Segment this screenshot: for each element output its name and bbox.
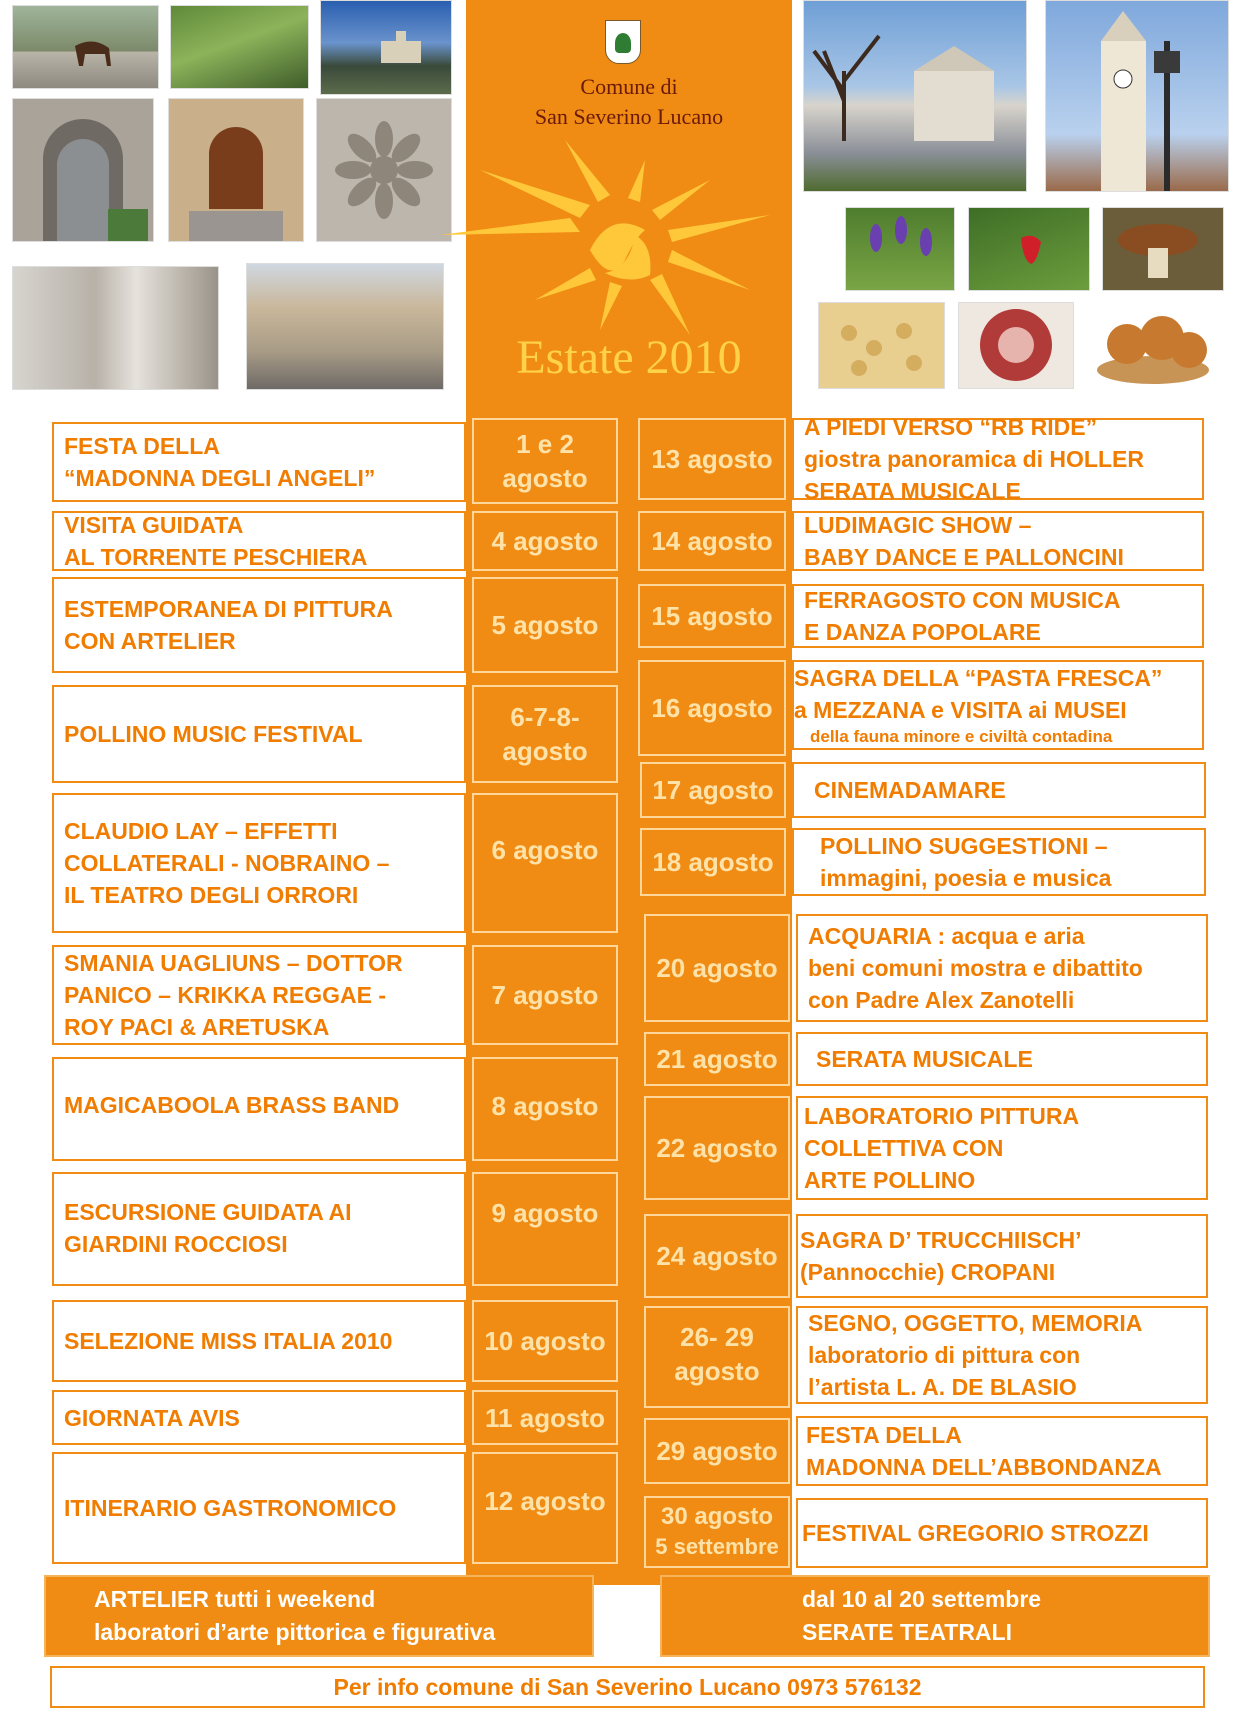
date-text: 4 agosto <box>491 526 599 556</box>
date-badge <box>472 945 618 1045</box>
date-badge <box>472 1300 618 1382</box>
event-text: (Pannocchie) CROPANI <box>800 1259 1056 1285</box>
event-text: GIARDINI ROCCIOSI <box>64 1231 288 1257</box>
event-text: FESTA DELLA <box>806 1422 962 1448</box>
event-text: ACQUARIA : acqua e aria <box>808 923 1085 949</box>
date-text: 11 agosto <box>485 1402 605 1433</box>
event-text: POLLINO MUSIC FESTIVAL <box>64 721 363 747</box>
banner-text: laboratori d’arte pittorica e figurativa <box>94 1619 496 1645</box>
event-box <box>796 1214 1208 1298</box>
date-badge <box>472 1390 618 1445</box>
comune-title <box>466 72 792 132</box>
photo-horse-road <box>12 5 159 89</box>
event-text: SMANIA UAGLIUNS – DOTTOR <box>64 950 403 976</box>
event-text: COLLATERALI - NOBRAINO – <box>64 850 390 876</box>
event-box <box>792 511 1204 571</box>
photo-mountain-castle <box>320 0 452 95</box>
event-box <box>52 511 466 571</box>
date-text: 5 agosto <box>491 610 599 640</box>
date-badge <box>644 1032 790 1086</box>
photo-mushrooms <box>1102 207 1224 291</box>
event-box <box>52 422 466 502</box>
event-text: SERATA MUSICALE <box>804 478 1021 504</box>
event-box <box>52 1390 466 1445</box>
event-text: LABORATORIO PITTURA <box>804 1103 1080 1129</box>
photo-village-street <box>12 266 219 390</box>
event-box <box>796 1416 1208 1486</box>
event-text: CINEMADAMARE <box>814 777 1006 803</box>
date-badge <box>472 1172 618 1286</box>
date-text: 13 agosto <box>651 444 773 474</box>
date-text: 18 agosto <box>652 847 774 877</box>
date-badge <box>638 584 786 648</box>
date-text: agosto <box>502 463 588 493</box>
date-text: 9 agosto <box>491 1198 599 1228</box>
event-text: beni comuni mostra e dibattito <box>808 955 1143 981</box>
sun-ray <box>600 282 622 330</box>
event-subtext: della fauna minore e civiltà contadina <box>810 727 1113 746</box>
comune-line1: Comune di <box>580 74 678 99</box>
photo-forest <box>170 5 309 89</box>
photo-clock-tower <box>1045 0 1229 192</box>
event-text: BABY DANCE E PALLONCINI <box>804 544 1124 570</box>
date-badge <box>644 1306 790 1408</box>
date-text: 6-7-8- <box>510 702 580 732</box>
date-text: 29 agosto <box>656 1436 778 1466</box>
photo-strawberry <box>968 207 1090 291</box>
date-badge <box>472 685 618 783</box>
event-text: l’artista L. A. DE BLASIO <box>808 1374 1077 1400</box>
date-text: 26- 29 <box>680 1322 754 1352</box>
event-text: a MEZZANA e VISITA ai MUSEI <box>794 697 1127 723</box>
date-badge <box>472 577 618 673</box>
event-text: E DANZA POPOLARE <box>804 619 1041 645</box>
event-text: IL TEATRO DEGLI ORRORI <box>64 882 359 908</box>
event-text: ITINERARIO GASTRONOMICO <box>64 1495 397 1521</box>
date-text: 15 agosto <box>651 601 773 631</box>
date-text: 22 agosto <box>656 1133 778 1163</box>
event-text: ARTE POLLINO <box>804 1167 976 1193</box>
date-text: 7 agosto <box>491 980 599 1010</box>
event-text: laboratorio di pittura con <box>808 1342 1081 1368</box>
date-text: 20 agosto <box>656 953 778 983</box>
event-box <box>52 1452 466 1564</box>
event-box <box>796 1306 1208 1404</box>
event-text: SEGNO, OGGETTO, MEMORIA <box>808 1310 1143 1336</box>
date-badge <box>472 793 618 933</box>
sun-ray <box>652 180 710 220</box>
date-badge <box>472 511 618 571</box>
photo-village-square <box>246 263 444 390</box>
event-text: ESTEMPORANEA DI PITTURA <box>64 596 393 622</box>
sun-ray <box>565 140 610 202</box>
date-badge <box>638 418 786 500</box>
photo-stone-doorway <box>12 98 154 242</box>
sun-ray <box>440 218 580 235</box>
event-box <box>792 584 1204 648</box>
date-text: 10 agosto <box>484 1326 606 1356</box>
event-box <box>792 762 1206 818</box>
event-box <box>52 1057 466 1161</box>
photo-bread <box>1087 302 1219 387</box>
info-bar: Per info comune di San Severino Lucano 0973 576132 <box>50 1666 1205 1708</box>
event-box <box>52 577 466 673</box>
sun-ray <box>535 268 596 300</box>
photo-wooden-door <box>168 98 304 242</box>
date-text: 14 agosto <box>651 526 773 556</box>
event-text: ROY PACI & ARETUSKA <box>64 1014 330 1040</box>
sun-ray <box>650 274 690 335</box>
event-box <box>796 914 1208 1022</box>
date-badge <box>638 660 786 756</box>
date-text: 5 settembre <box>655 1534 779 1559</box>
photo-church-tree <box>803 0 1027 192</box>
event-box <box>796 1498 1208 1568</box>
event-text: A PIEDI VERSO “RB RIDE” <box>804 414 1098 440</box>
date-badge <box>644 1214 790 1298</box>
event-text: CON ARTELIER <box>64 628 236 654</box>
event-text: COLLETTIVA CON <box>804 1135 1004 1161</box>
sun-ray <box>668 215 770 242</box>
event-text: SERATA MUSICALE <box>816 1046 1033 1072</box>
event-text: giostra panoramica di HOLLER <box>804 446 1144 472</box>
event-text: con Padre Alex Zanotelli <box>808 987 1075 1013</box>
sun-illustration <box>440 140 820 340</box>
date-badge <box>640 762 786 818</box>
banner-text: ARTELIER tutti i weekend <box>94 1586 376 1612</box>
event-box <box>792 414 1204 504</box>
date-text: 17 agosto <box>652 775 774 805</box>
date-badge <box>640 828 786 896</box>
date-text: 30 agosto <box>660 1503 774 1530</box>
photo-pasta <box>818 302 945 389</box>
event-text: POLLINO SUGGESTIONI – <box>820 833 1108 859</box>
event-text: MADONNA DELL’ABBONDANZA <box>806 1454 1162 1480</box>
date-badge <box>644 1096 790 1200</box>
event-text: LUDIMAGIC SHOW – <box>804 512 1032 538</box>
event-text: CLAUDIO LAY – EFFETTI <box>64 818 338 844</box>
date-badge <box>472 1057 618 1161</box>
event-box <box>796 1096 1208 1200</box>
date-badge <box>644 1496 790 1568</box>
banner-text: dal 10 al 20 settembre <box>802 1586 1042 1612</box>
artelier-banner <box>44 1575 594 1657</box>
date-text: 6 agosto <box>491 835 599 865</box>
event-text: VISITA GUIDATA <box>64 512 244 538</box>
theatre-banner <box>660 1575 1210 1657</box>
date-text: 8 agosto <box>491 1091 599 1121</box>
sun-ray <box>628 160 645 202</box>
event-text: ESCURSIONE GUIDATA AI <box>64 1199 352 1225</box>
sun-ray <box>668 250 750 290</box>
event-text: PANICO – KRIKKA REGGAE - <box>64 982 387 1008</box>
event-box <box>52 793 466 933</box>
event-box <box>52 1172 466 1286</box>
event-text: FERRAGOSTO CON MUSICA <box>804 587 1121 613</box>
date-text: agosto <box>674 1356 760 1386</box>
date-text: 1 e 2 <box>516 429 574 459</box>
event-box <box>792 660 1204 750</box>
event-box <box>796 1032 1208 1086</box>
event-text: SAGRA DELLA “PASTA FRESCA” <box>794 665 1163 691</box>
date-badge <box>644 1418 790 1484</box>
event-text: “MADONNA DEGLI ANGELI” <box>64 465 376 491</box>
event-text: AL TORRENTE PESCHIERA <box>64 544 368 570</box>
estate-title: Estate 2010 <box>516 331 742 384</box>
event-text: MAGICABOOLA BRASS BAND <box>64 1092 400 1118</box>
date-badge <box>644 914 790 1022</box>
event-box <box>52 1300 466 1382</box>
comune-line2: San Severino Lucano <box>534 104 724 129</box>
date-badge <box>472 418 618 504</box>
event-text: GIORNATA AVIS <box>64 1404 240 1431</box>
event-box <box>52 685 466 783</box>
date-badge <box>472 1452 618 1564</box>
photo-cured-meats <box>958 302 1074 389</box>
event-text: SELEZIONE MISS ITALIA 2010 <box>64 1328 393 1354</box>
photo-stone-rosette <box>316 98 452 242</box>
photo-lavender <box>845 207 955 291</box>
event-text: SAGRA D’ TRUCCHIISCH’ <box>800 1227 1082 1253</box>
event-box <box>52 945 466 1045</box>
sun-ray <box>480 170 590 218</box>
date-text: 16 agosto <box>651 693 773 723</box>
municipal-crest <box>605 20 641 64</box>
date-text: agosto <box>502 736 588 766</box>
date-text: 24 agosto <box>656 1241 778 1271</box>
date-text: 12 agosto <box>484 1486 606 1516</box>
banner-text: SERATE TEATRALI <box>802 1619 1012 1645</box>
date-text: 21 agosto <box>656 1044 778 1074</box>
date-badge <box>638 511 786 571</box>
event-box <box>792 828 1206 896</box>
event-text: FESTA DELLA <box>64 433 220 459</box>
event-text: FESTIVAL GREGORIO STROZZI <box>802 1520 1149 1546</box>
event-text: immagini, poesia e musica <box>820 865 1112 891</box>
